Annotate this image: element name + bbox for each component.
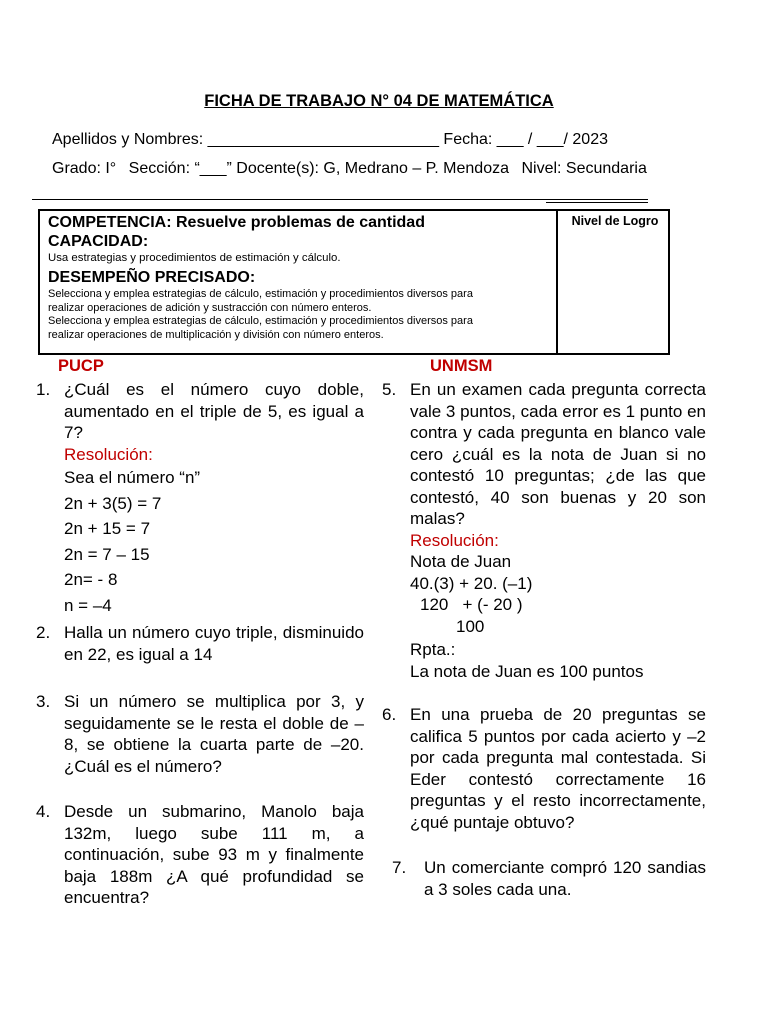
left-column: [36, 379, 364, 909]
performance-heading: DESEMPEÑO PRECISADO:: [48, 269, 256, 286]
resolution-step: 100: [456, 616, 485, 636]
resolution-step: 40.(3) + 20. (–1): [410, 573, 533, 593]
resolution-step: 2n = 7 – 15: [64, 544, 150, 564]
question-3: [36, 691, 364, 777]
question-number: 7.: [392, 858, 407, 877]
competency-heading: COMPETENCIA: Resuelve problemas de cantidad: [48, 214, 425, 231]
grade-label: Grado: I°: [52, 160, 117, 177]
grade-section-teacher-line: [52, 160, 647, 178]
resolution-step: 2n + 15 = 7: [64, 519, 151, 538]
resolution-step: Sea el número “n”: [64, 468, 201, 487]
capacity-heading: CAPACIDAD:: [48, 233, 149, 250]
student-name-date-line: Apellidos y Nombres: __________________________ Fecha: ___ / ___/ 2023: [52, 131, 608, 148]
resolution-step: Nota de Juan: [410, 552, 512, 571]
header-divider-short: [546, 202, 648, 203]
question-text: En una prueba de 20 preguntas se califica 5 puntos por cada acierto y –2 por cada pregunta mal contestada. Si Eder contestó correctamente 16 preguntas y el resto incorrectamente, ¿qué puntaje obtuvo?: [410, 705, 706, 832]
achievement-level-header: Nivel de Logro: [571, 214, 659, 228]
competency-details: [48, 213, 553, 342]
performance-text-1b: realizar operaciones de adición y sustracción con número enteros.: [48, 301, 372, 314]
capacity-text: Usa estrategias y procedimientos de estimación y cálculo.: [48, 252, 341, 264]
resolution-answer: La nota de Juan es 100 puntos: [410, 661, 644, 681]
resolution-step: Rpta.:: [410, 640, 456, 659]
question-text: En un examen cada pregunta correcta vale 3 puntos, cada error es 1 punto en contra y cada pregunta en blanco vale cero ¿cuál es la nota de Juan si no contestó 10 preguntas; ¿de las que contestó, 40 son buenas y 20 son malas?: [410, 380, 706, 528]
question-text: ¿Cuál es el número cuyo doble, aumentado en el triple de 5, es igual a 7?: [64, 380, 364, 442]
right-column-label: UNMSM: [430, 357, 493, 375]
question-number: 6.: [382, 705, 397, 724]
question-number: 4.: [36, 802, 51, 821]
resolution-step: 2n + 3(5) = 7: [64, 493, 162, 513]
resolution-step: n = –4: [64, 595, 112, 615]
resolution-label: Resolución:: [64, 444, 153, 464]
question-text: Desde un submarino, Manolo baja 132m, luego sube 111 m, a continuación, sube 93 m y finalmente baja 188m ¿A qué profundidad se encuentra?: [64, 802, 364, 907]
competency-box-divider: [556, 211, 558, 353]
question-text: Si un número se multiplica por 3, y seguidamente se le resta el doble de –8, se obtiene la cuarta parte de –20. ¿Cuál es el número?: [64, 692, 364, 776]
question-5: [382, 379, 706, 682]
competency-box: [38, 209, 670, 355]
question-2: [36, 622, 364, 665]
performance-text-2b: realizar operaciones de multiplicación y división con número enteros.: [48, 328, 384, 341]
resolution-label: Resolución:: [410, 530, 499, 550]
question-text: Un comerciante compró 120 sandias a 3 soles cada una.: [424, 858, 706, 899]
resolution-step: 120 + (- 20 ): [420, 595, 523, 614]
performance-text-2a: Selecciona y emplea estrategias de cálculo, estimación y procedimientos diversos para: [48, 315, 473, 327]
resolution-step: 2n= - 8: [64, 570, 118, 589]
question-1: [36, 379, 364, 618]
question-number: 1.: [36, 380, 51, 399]
question-number: 2.: [36, 623, 51, 642]
question-6: [382, 704, 706, 833]
question-number: 3.: [36, 692, 51, 711]
worksheet-title: FICHA DE TRABAJO N° 04 DE MATEMÁTICA: [204, 92, 554, 110]
question-text: Halla un número cuyo triple, disminuido en 22, es igual a 14: [64, 623, 364, 664]
question-number: 5.: [382, 380, 397, 399]
left-column-label: PUCP: [58, 357, 104, 375]
section-teacher-label: Sección: “___” Docente(s): G, Medrano – P. Mendoza: [128, 160, 509, 177]
question-7: [392, 857, 706, 900]
right-column: [382, 379, 706, 900]
question-4: [36, 801, 364, 909]
performance-text-1a: Selecciona y emplea estrategias de cálculo, estimación y procedimientos diversos para: [48, 288, 473, 300]
header-divider: [32, 199, 648, 200]
level-label: Nivel: Secundaria: [521, 160, 647, 177]
